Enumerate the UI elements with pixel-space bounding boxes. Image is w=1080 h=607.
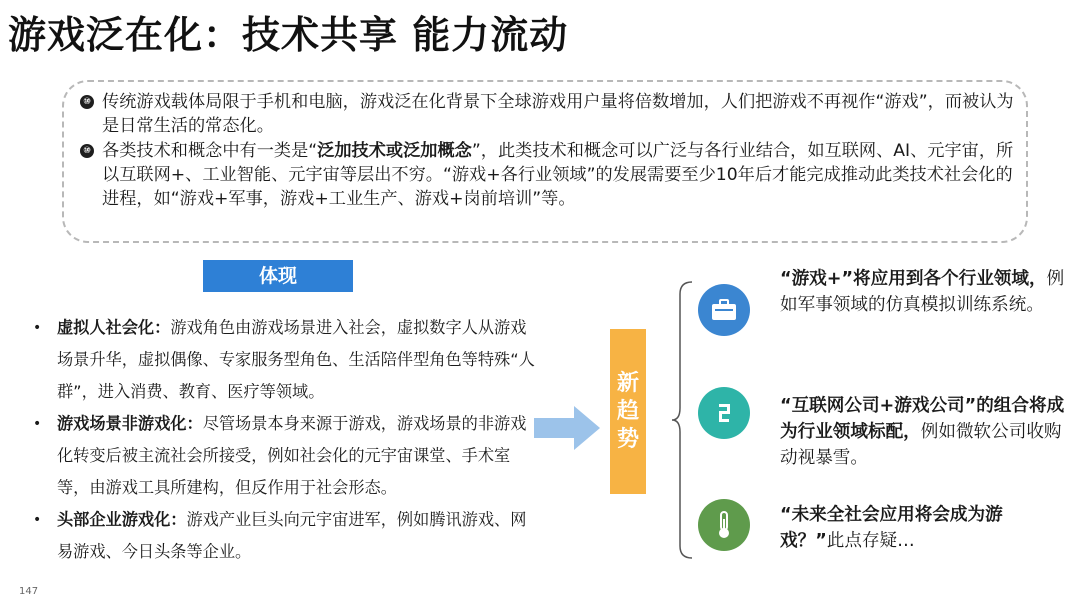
list-item: • 虚拟人社会化：游戏角色由游戏场景进入社会，虚拟数字人从游戏场景升华，虚拟偶像、专家服务型角色、生活陪伴型角色等特殊“人群”，进入消费、教育、医疗等领域。 (30, 312, 535, 408)
list-item: • 头部企业游戏化：游戏产业巨头向元宇宙进军，例如腾讯游戏、网易游戏、今日头条等企业。 (30, 504, 535, 568)
numbered-bullet-icon: ⑩ (80, 95, 94, 109)
bullet-list (30, 312, 535, 568)
bullet-dot-icon: • (33, 320, 42, 336)
section-label: 体现 (203, 260, 353, 292)
trend-item-1: “游戏+”将应用到各个行业领域，例如军事领域的仿真模拟训练系统。 (780, 269, 1065, 315)
bullet-dot-icon: • (33, 512, 42, 528)
page-title: 游戏泛在化：技术共享 能力流动 (8, 13, 569, 57)
intro-item-1 (80, 90, 1020, 138)
intro-item-1-text: 传统游戏载体局限于手机和电脑，游戏泛在化背景下全球游戏用户量将倍数增加，人们把游戏不再视作“游戏”，而被认为是日常生活的常态化。 (102, 92, 1014, 136)
trend-label: 新 趋 势 (610, 329, 646, 494)
list-item: • 游戏场景非游戏化：尽管场景本身来源于游戏，游戏场景的非游戏化转变后被主流社会所接受，例如社会化的元宇宙课堂、手术室等，由游戏工具所建构，但反作用于社会形态。 (30, 408, 535, 504)
intro-item-2 (80, 139, 1020, 211)
briefcase-icon (698, 284, 750, 336)
numbered-bullet-icon: ⑩ (80, 144, 94, 158)
page-number: 147 (19, 586, 39, 597)
intro-item-2-highlight: 泛加技术或泛加概念 (317, 141, 472, 161)
right-arrow-icon (534, 406, 600, 450)
bullet-dot-icon: • (33, 416, 42, 432)
intro-item-2-text: 各类技术和概念中有一类是“泛加技术或泛加概念”，此类技术和概念可以广泛与各行业结合，如互联网、AI、元宇宙，所以互联网+、工业智能、元宇宙等层出不穷。“游戏+各行业领域”的发展需要至少10年后才能完成推动此类技术社会化的进程，如“游戏+军事，游戏+工业生产、游戏+岗前培训”等。 (102, 141, 1014, 209)
network-icon (698, 387, 750, 439)
trend-item-3: “未来全社会应用将会成为游戏？”此点存疑… (780, 505, 1003, 551)
trend-item-2: “互联网公司+游戏公司”的组合将成为行业领域标配，例如微软公司收购动视暴雪。 (780, 396, 1065, 468)
bracket-icon (670, 280, 694, 560)
thermometer-icon (698, 499, 750, 551)
